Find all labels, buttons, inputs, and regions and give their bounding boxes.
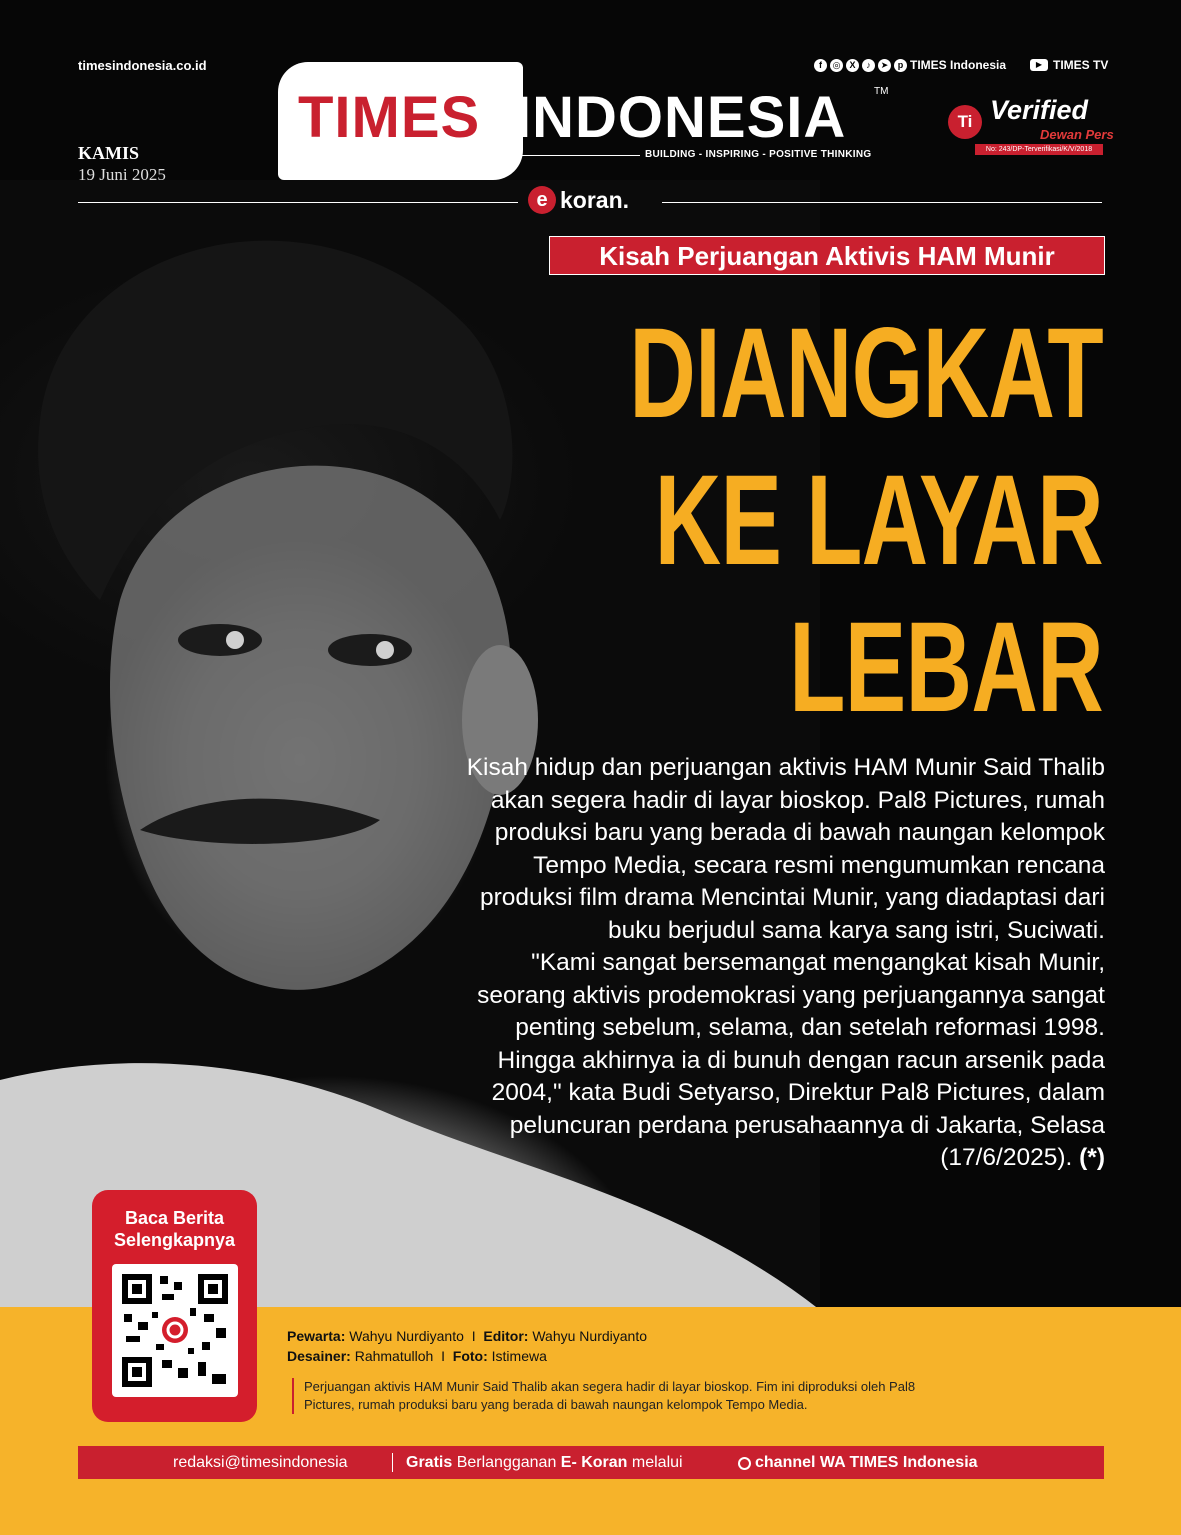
whatsapp-icon — [738, 1457, 751, 1470]
social-links — [814, 58, 1006, 72]
article-paragraph-2-text: "Kami sangat bersemangat mengangkat kisah Munir, seorang aktivis prodemokrasi yang perjuangannya sangat penting sebelum, selama, dan setelah reformasi 1998. Hingga akhirnya ia di bunuh dengan racun arsenik pada 2004," kata Budi Setyarso, Direktur Pal8 Pictures, dalam peluncuran perdana perusahaannya di Jakarta, Selasa (17/6/2025). — [477, 949, 1105, 1171]
melalui-label: melalui — [627, 1454, 683, 1471]
pewarta-name: Wahyu Nurdiyanto — [349, 1328, 464, 1344]
end-mark: (*) — [1079, 1144, 1105, 1171]
social-label[interactable]: TIMES Indonesia — [910, 58, 1007, 72]
photo-caption: Perjuangan aktivis HAM Munir Said Thalib akan segera hadir di layar bioskop. Fim ini diproduksi oleh Pal8 Pictures, rumah produksi baru yang berada di bawah naungan kelompok Tempo Media. — [292, 1378, 944, 1414]
header-rule-left — [78, 202, 518, 203]
telegram-icon[interactable]: ➤ — [878, 59, 891, 72]
foto-credit: Istimewa — [491, 1348, 547, 1364]
credits-divider: I — [441, 1348, 445, 1364]
desainer-label: Desainer: — [287, 1348, 351, 1364]
qr-title-line-1: Baca Berita — [124, 1208, 225, 1228]
footer-divider — [392, 1453, 393, 1472]
facebook-icon[interactable]: f — [814, 59, 827, 72]
redaksi-email[interactable]: redaksi@timesindonesia — [173, 1454, 348, 1471]
issue-date: 19 Juni 2025 — [78, 165, 166, 184]
verified-badge-icon: Ti — [948, 105, 982, 139]
qr-code[interactable] — [112, 1264, 238, 1397]
credits-divider: I — [471, 1328, 476, 1344]
headline-line-1: DIANGKAT — [629, 302, 1103, 445]
gratis-label: Gratis — [406, 1454, 453, 1471]
pewarta-label: Pewarta: — [287, 1328, 346, 1344]
tv-label: TIMES TV — [1053, 58, 1109, 72]
logo-times: TIMES — [298, 85, 481, 150]
credits-line-1 — [287, 1326, 647, 1346]
verified-number: No: 243/DP-Terverifikasi/K/V/2018 — [975, 144, 1103, 155]
berlangganan-label: Berlangganan — [452, 1454, 561, 1471]
logo-indonesia: INDONESIA — [515, 85, 847, 150]
footer-bar — [78, 1446, 1104, 1479]
article-paragraph-2 — [440, 947, 1105, 1175]
tiktok-icon[interactable]: ♪ — [862, 59, 875, 72]
ekoran-label: E- Koran — [560, 1454, 628, 1471]
article-paragraph-1: Kisah hidup dan perjuangan aktivis HAM Munir Said Thalib akan segera hadir di layar bioskop. Pal8 Pictures, rumah produksi baru yang berada di bawah naungan kelompok Tempo Media, secara resmi mengumumkan rencana produksi film drama Mencintai Munir, yang diadaptasi dari buku berjudul sama karya sang istri, Suciwati. — [466, 754, 1105, 944]
site-url[interactable]: timesindonesia.co.id — [78, 58, 207, 73]
foto-label: Foto: — [452, 1348, 488, 1364]
qr-title — [92, 1207, 257, 1251]
desainer-name: Rahmatulloh — [354, 1348, 434, 1364]
headline — [629, 300, 1103, 741]
qr-code-pattern — [112, 1264, 238, 1397]
trademark-mark: TM — [874, 86, 889, 97]
tagline: BUILDING - INSPIRING - POSITIVE THINKING — [645, 149, 872, 160]
ekoran-logo — [528, 186, 629, 214]
header-rule-right — [662, 202, 1102, 203]
x-icon[interactable]: X — [846, 59, 859, 72]
credits — [287, 1326, 647, 1366]
instagram-icon[interactable]: ◎ — [830, 59, 843, 72]
qr-title-line-2: Selengkapnya — [113, 1230, 236, 1250]
issue-day: KAMIS — [78, 143, 140, 163]
times-tv-link[interactable] — [1030, 58, 1108, 72]
verified-sub: Dewan Pers — [1040, 127, 1114, 142]
ekoran-e-icon: e — [528, 186, 556, 214]
wa-label: channel WA TIMES Indonesia — [755, 1454, 978, 1471]
headline-line-2: KE LAYAR — [654, 449, 1103, 592]
whatsapp-channel-link[interactable] — [738, 1446, 978, 1479]
editor-name: Wahyu Nurdiyanto — [532, 1328, 648, 1344]
kicker-banner: Kisah Perjuangan Aktivis HAM Munir — [549, 236, 1105, 275]
ekoran-word: koran. — [560, 186, 630, 213]
pinterest-icon[interactable]: p — [894, 59, 907, 72]
tagline-divider — [515, 155, 640, 156]
subscribe-text — [406, 1446, 683, 1479]
editor-label: Editor: — [483, 1328, 529, 1344]
youtube-icon: ▶ — [1030, 59, 1048, 71]
verified-word: Verified — [990, 95, 1089, 125]
article-body — [440, 752, 1105, 1175]
credits-line-2 — [287, 1346, 647, 1366]
headline-line-3: LEBAR — [789, 596, 1103, 739]
